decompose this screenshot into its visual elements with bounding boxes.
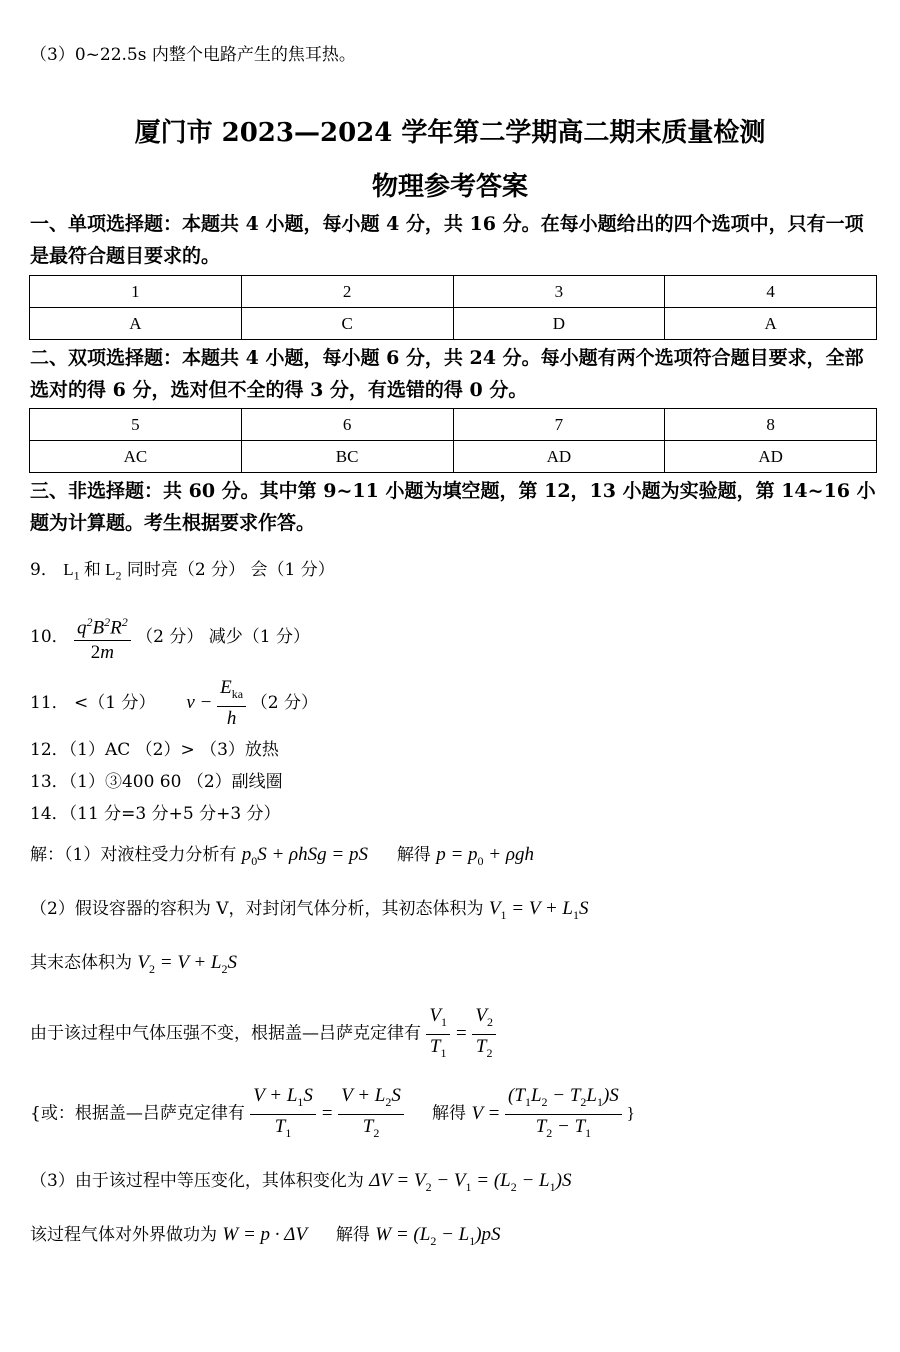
q10-answer — [30, 610, 310, 665]
table-cell: 1 — [30, 276, 242, 308]
pressure-result: $p = p_0 + \rho gh$ — [436, 844, 534, 868]
solution-text: {或：根据盖—吕萨克定律有 — [30, 1103, 245, 1124]
work-equation: W = p · ΔV — [222, 1224, 308, 1245]
table-cell: AD — [453, 441, 665, 473]
table-row — [30, 409, 877, 441]
previous-question-line: （3）0~22.5s 内整个电路产生的焦耳热。 — [30, 45, 356, 65]
q9-number: 9． — [30, 560, 58, 580]
solution-text: 该过程气体对外界做功为 — [30, 1225, 217, 1245]
table-cell: D — [453, 308, 665, 340]
q13-answer: 13．（1）③400 60 （2）副线圈 — [30, 772, 283, 792]
solution-text: 解得 — [335, 1225, 370, 1245]
solution-text: 解得 — [396, 845, 431, 865]
solution-line-2 — [30, 894, 589, 923]
volume-change-equation: $\Delta V = V_2 - V_1 = (L_2 - L_1)S$ — [369, 1170, 572, 1194]
q10-text: （2 分） 减少（1 分） — [136, 627, 311, 648]
q9-answer — [30, 555, 335, 583]
solution-line-1 — [30, 840, 534, 869]
solution-text: （2）假设容器的容积为 V，对封闭气体分析，其初态体积为 — [30, 899, 484, 919]
alt-gay-lussac-equation: $\frac{V + L_1S}{T_1}$ = $\frac{V + L_2S}{T_2}$ — [250, 1103, 408, 1124]
table-cell: AD — [665, 441, 877, 473]
table-cell: 7 — [453, 409, 665, 441]
solution-text: 由于该过程中气体压强不变，根据盖—吕萨克定律有 — [30, 1023, 421, 1044]
page-subtitle: 物理参考答案 — [371, 172, 528, 202]
q11-number: 11． — [30, 692, 69, 713]
q11-formula: ν − $\frac{E_{ka}}{h}$ — [186, 692, 250, 713]
solution-text: 解：（1）对液柱受力分析有 — [30, 845, 237, 865]
table-cell: 2 — [241, 276, 453, 308]
table-cell: AC — [30, 441, 242, 473]
q11-answer — [30, 676, 318, 731]
table-cell: 3 — [453, 276, 665, 308]
section1-heading: 一、单项选择题：本题共 4 小题，每小题 4 分，共 16 分。在每小题给出的四个选项中，只有一项是最符合题目要求的。 — [30, 213, 864, 267]
table-cell: 8 — [665, 409, 877, 441]
table-cell: 6 — [241, 409, 453, 441]
table-cell: BC — [241, 441, 453, 473]
q9-math: $L_1$ 和 $L_2$ — [63, 560, 122, 583]
solution-text: （3）由于该过程中等压变化，其体积变化为 — [30, 1171, 364, 1191]
solution-text: 其末态体积为 — [30, 953, 132, 973]
volume-result: V = $\frac{(T_1L_2 - T_2L_1)S}{T_2 - T_1}$ — [471, 1103, 626, 1124]
q14-score: 14．（11 分=3 分+5 分+3 分） — [30, 804, 281, 824]
q12-answer: 12．（1）AC （2）> （3）放热 — [30, 740, 279, 760]
page-title: 厦门市 2023—2024 学年第二学期高二期末质量检测 — [134, 118, 766, 148]
table-cell: C — [241, 308, 453, 340]
section2-heading: 二、双项选择题：本题共 4 小题，每小题 6 分，共 24 分。每小题有两个选项符合题目要求，全部选对的得 6 分，选对但不全的得 3 分，有选错的得 0 分。 — [30, 347, 864, 401]
gay-lussac-equation: $\frac{V_1}{T_1}$ = $\frac{V_2}{T_2}$ — [426, 1023, 496, 1044]
section2-answer-table — [29, 408, 877, 473]
q10-formula: $\frac{q^2B^2R^2}{2m}$ — [74, 610, 131, 665]
q11-text-1: <（1 分） — [74, 692, 156, 713]
table-cell: A — [665, 308, 877, 340]
final-volume-equation: $V_2 = V + L_2S$ — [137, 952, 237, 976]
solution-line-3 — [30, 948, 237, 977]
section1-answer-table — [29, 275, 877, 340]
table-row — [30, 308, 877, 340]
table-row — [30, 441, 877, 473]
table-row — [30, 276, 877, 308]
q9-text: 同时亮（2 分） 会（1 分） — [126, 560, 335, 580]
solution-text: 解得 — [432, 1103, 467, 1124]
solution-line-5: {或：根据盖—吕萨克定律有 $\frac{V + L_1S}{T_1}$ = $\frac{V + L_2S}{T_2}$ 解得 V = $\frac{(T_1L_2 - T_2L_1)S}{T_2 - T_1}$ } — [30, 1085, 635, 1140]
q10-number: 10． — [30, 627, 69, 648]
q11-text-2: （2 分） — [250, 692, 319, 713]
solution-line-4 — [30, 1004, 496, 1065]
initial-volume-equation: $V_1 = V + L_1S$ — [488, 898, 589, 922]
solution-line-6 — [30, 1166, 571, 1195]
table-cell: 4 — [665, 276, 877, 308]
table-cell: A — [30, 308, 242, 340]
table-cell: 5 — [30, 409, 242, 441]
section3-heading: 三、非选择题：共 60 分。其中第 9~11 小题为填空题，第 12，13 小题为实验题，第 14~16 小题为计算题。考生根据要求作答。 — [30, 480, 876, 534]
solution-line-7 — [30, 1220, 501, 1249]
work-result: $W = (L_2 - L_1)pS$ — [375, 1224, 501, 1248]
force-balance-equation: $p_0S + \rho hSg$ = pS — [241, 844, 368, 868]
